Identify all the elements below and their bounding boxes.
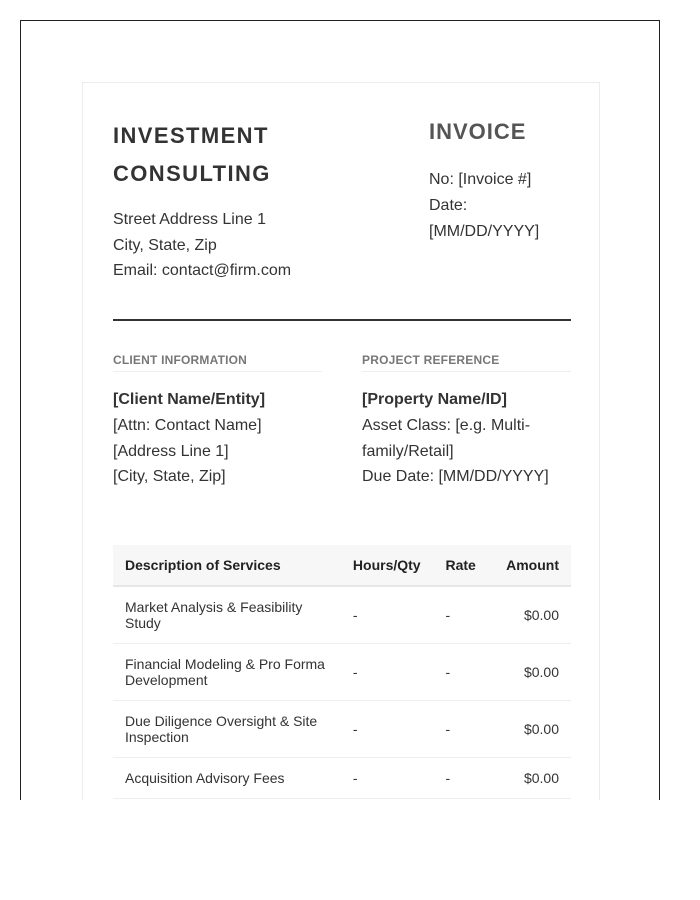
column-header-hours: Hours/Qty <box>347 545 440 586</box>
service-description: Market Analysis & Feasibility Study <box>113 586 347 644</box>
project-property: [Property Name/ID] <box>362 391 507 408</box>
service-description: Acquisition Advisory Fees <box>113 758 347 799</box>
invoice-number: No: [Invoice #] <box>429 171 532 188</box>
service-amount: $0.00 <box>494 701 571 758</box>
column-header-amount: Amount <box>494 545 571 586</box>
table-row <box>113 758 571 799</box>
service-hours: - <box>347 758 440 799</box>
service-amount: $0.00 <box>494 644 571 701</box>
client-attn: [Attn: Contact Name] <box>113 416 262 434</box>
project-reference <box>362 387 571 490</box>
service-amount: $0.00 <box>494 586 571 644</box>
client-address: [Address Line 1] <box>113 442 229 460</box>
service-rate: - <box>439 758 494 799</box>
service-hours: - <box>347 644 440 701</box>
firm-name-line2: CONSULTING <box>113 161 271 186</box>
service-rate: - <box>439 586 494 644</box>
firm-address <box>113 207 291 284</box>
client-info <box>113 387 322 490</box>
firm-name <box>113 117 373 193</box>
project-reference-heading: PROJECT REFERENCE <box>362 353 571 372</box>
project-due-date: Due Date: [MM/DD/YYYY] <box>362 468 549 486</box>
invoice-page <box>82 82 600 800</box>
project-asset-class-line2: family/Retail] <box>362 442 454 460</box>
client-info-heading: CLIENT INFORMATION <box>113 353 322 372</box>
service-hours: - <box>347 586 440 644</box>
service-rate: - <box>439 701 494 758</box>
service-description: Financial Modeling & Pro Forma Development <box>113 644 347 701</box>
firm-address-line2: City, State, Zip <box>113 236 217 254</box>
invoice-date-label: Date: <box>429 197 468 214</box>
firm-address-line1: Street Address Line 1 <box>113 211 266 228</box>
table-row <box>113 644 571 701</box>
client-city: [City, State, Zip] <box>113 468 226 486</box>
invoice-date-value: [MM/DD/YYYY] <box>429 223 540 240</box>
table-row <box>113 586 571 644</box>
project-asset-class-line1: Asset Class: [e.g. Multi- <box>362 416 531 434</box>
firm-email: Email: contact@firm.com <box>113 262 292 279</box>
services-header-row <box>113 545 571 586</box>
service-amount: $0.00 <box>494 758 571 799</box>
service-hours: - <box>347 701 440 758</box>
invoice-meta <box>429 167 571 245</box>
service-rate: - <box>439 644 494 701</box>
column-header-description: Description of Services <box>113 545 347 586</box>
client-name: [Client Name/Entity] <box>113 391 266 408</box>
services-table <box>113 545 571 799</box>
header-divider <box>113 319 571 321</box>
document-frame <box>20 20 660 800</box>
service-description: Due Diligence Oversight & Site Inspection <box>113 701 347 758</box>
firm-name-line1: INVESTMENT <box>113 123 269 148</box>
invoice-title: INVOICE <box>429 119 527 144</box>
table-row <box>113 701 571 758</box>
column-header-rate: Rate <box>439 545 494 586</box>
